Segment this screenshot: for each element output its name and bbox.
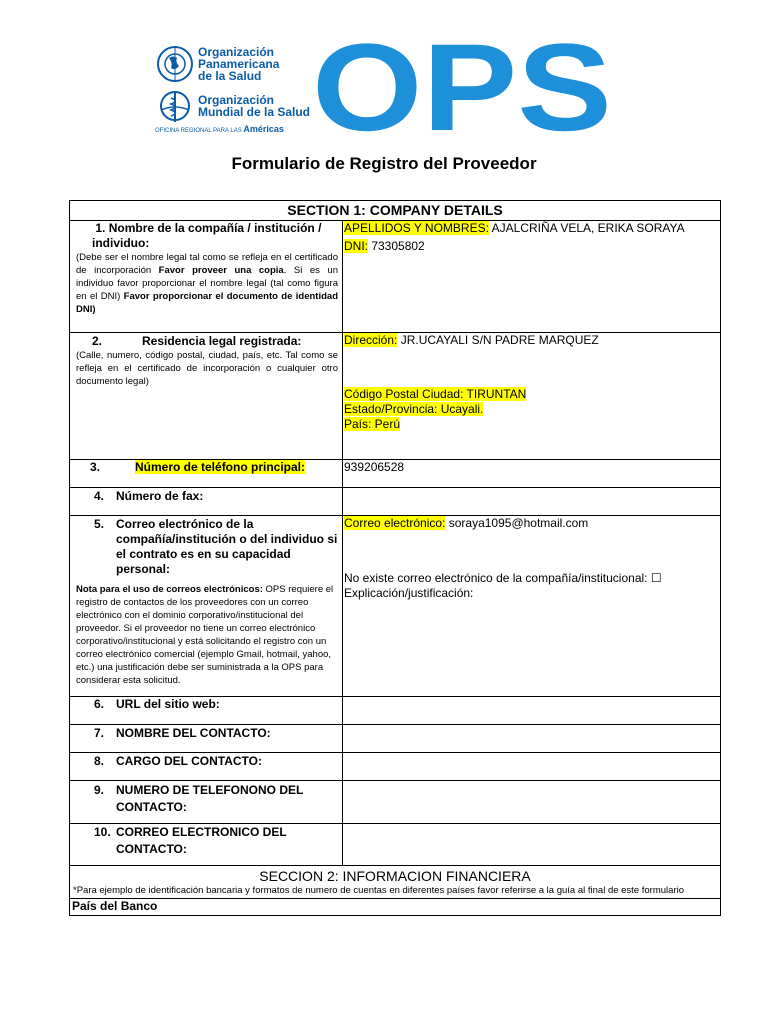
address-value: JR.UCAYALI S/N PADRE MARQUEZ <box>397 333 599 347</box>
dni-line <box>343 239 720 254</box>
residence-num: 2. <box>92 334 103 348</box>
residence-label <box>70 334 342 349</box>
contact-email-value-cell[interactable] <box>343 824 721 866</box>
main-phone-label <box>70 460 342 475</box>
website-text: URL del sitio web: <box>116 697 220 711</box>
fax-text: Número de fax: <box>116 489 204 503</box>
note-part-c: . Si es un individuo favor proporcionar el nombre legal (tal como figura en el DNI) <box>76 265 338 302</box>
bank-country-cell[interactable] <box>70 899 721 916</box>
regional-office-label <box>155 124 284 134</box>
note-part-b: Favor proveer una copia <box>158 265 284 276</box>
state-line <box>343 402 720 417</box>
form-row-fax <box>70 488 721 516</box>
who-logo-row <box>155 86 315 126</box>
main-phone-text: Número de teléfono principal: <box>135 460 306 474</box>
country-line <box>343 417 720 432</box>
section2-note: *Para ejemplo de identificación bancaria y formatos de numero de cuentas en diferentes países favor referirse a la guía al final de este formulario <box>73 885 684 896</box>
paho-line-3: de la Salud <box>198 69 262 83</box>
main-phone-label-cell <box>70 460 343 488</box>
dni-label: DNI: <box>344 239 368 253</box>
contact-title-text: CARGO DEL CONTACTO: <box>116 754 262 768</box>
email-value-cell[interactable] <box>343 516 721 697</box>
page-title: Formulario de Registro del Proveedor <box>231 154 537 173</box>
form-row-contact-title <box>70 753 721 781</box>
fax-num: 4. <box>94 489 105 503</box>
postal-city-text: Código Postal Ciudad: TIRUNTAN <box>344 387 527 401</box>
residence-label-cell <box>70 333 343 460</box>
country-text: País: Perú <box>344 417 401 431</box>
full-name-line <box>343 221 720 236</box>
note-part-d: Favor proporcionar el documento de identidad DNI) <box>76 291 339 315</box>
company-name-num: 1. <box>95 221 106 235</box>
contact-name-text: NOMBRE DEL CONTACTO: <box>116 726 271 740</box>
address-label: Dirección: <box>344 333 398 347</box>
email-field-value: soraya1095@hotmail.com <box>445 516 589 530</box>
paho-logo-row <box>155 44 315 84</box>
form-row-main-phone <box>70 460 721 488</box>
main-phone-num: 3. <box>90 460 101 474</box>
paho-emblem-icon <box>155 44 195 84</box>
website-num: 6. <box>94 697 105 711</box>
company-name-note <box>70 251 342 316</box>
paho-line-1: Organización <box>198 45 275 59</box>
residence-note: (Calle, numero, código postal, ciudad, país, etc. Tal como se refleja en el certificado de incorporación o cualquier otro documento legal) <box>76 350 338 387</box>
fax-label-cell <box>70 488 343 516</box>
email-label-cell <box>70 516 343 697</box>
company-name-label-cell <box>70 221 343 333</box>
contact-email-num: 10. <box>94 825 111 839</box>
note-part-a: (Debe ser el nombre legal tal como se refleja en el certificado de incorporación <box>76 252 338 276</box>
contact-name-value-cell[interactable] <box>343 725 721 753</box>
justification-line: Explicación/justificación: <box>344 586 474 600</box>
form-row-company-name <box>70 221 721 333</box>
main-phone-value: 939206528 <box>344 460 405 474</box>
website-label-cell <box>70 697 343 725</box>
company-name-label <box>70 221 342 251</box>
ops-oms-logo <box>155 44 315 136</box>
section2-heading-cell <box>70 866 721 899</box>
regional-small-text: OFICINA REGIONAL PARA LAS <box>155 128 242 134</box>
contact-title-num: 8. <box>94 754 105 768</box>
who-name <box>198 94 310 118</box>
section2-heading-row <box>70 866 721 899</box>
email-num: 5. <box>94 517 105 531</box>
contact-name-label <box>70 725 342 741</box>
who-emblem-icon <box>155 86 195 126</box>
form-row-legal-residence <box>70 333 721 460</box>
contact-title-label-cell <box>70 753 343 781</box>
email-note <box>70 583 342 687</box>
website-label <box>70 697 342 712</box>
contact-name-label-cell <box>70 725 343 753</box>
section1-heading: SECTION 1: COMPANY DETAILS <box>70 201 721 221</box>
no-institutional-email-line[interactable]: No existe correo electrónico de la compañía/institucional: ☐ <box>344 571 662 585</box>
residence-value-cell[interactable] <box>343 333 721 460</box>
contact-title-value-cell[interactable] <box>343 753 721 781</box>
form-row-contact-phone <box>70 781 721 824</box>
contact-email-label-cell <box>70 824 343 866</box>
email-label <box>70 516 342 577</box>
ops-wordmark-logo <box>312 34 612 136</box>
paho-line-2: Panamericana <box>198 57 280 71</box>
full-name-value: AJALCRIÑA VELA, ERIKA SORAYA <box>488 221 685 235</box>
regional-big-text: Américas <box>243 124 284 134</box>
section2-heading: SECCION 2: INFORMACION FINANCIERA <box>259 868 531 884</box>
contact-phone-num: 9. <box>94 783 105 797</box>
supplier-form-table <box>69 200 721 916</box>
contact-phone-value-cell[interactable] <box>343 781 721 824</box>
full-name-label: APELLIDOS Y NOMBRES: <box>344 221 489 235</box>
postal-city-line <box>343 387 720 402</box>
form-row-email <box>70 516 721 697</box>
email-note-bold: Nota para el uso de correos electrónicos: <box>76 584 263 595</box>
contact-phone-text: NUMERO DE TELEFONONO DEL CONTACTO: <box>116 783 304 814</box>
who-line-1: Organización <box>198 93 275 107</box>
residence-text: Residencia legal registrada: <box>142 334 302 348</box>
bank-country-label: País del Banco <box>72 899 158 913</box>
dni-value: 73305802 <box>368 239 425 253</box>
website-value-cell[interactable] <box>343 697 721 725</box>
who-line-2: Mundial de la Salud <box>198 105 311 119</box>
company-name-text: Nombre de la compañía / institución / individuo: <box>92 221 322 250</box>
ops-wordmark-text: OPS <box>312 34 612 136</box>
contact-phone-label <box>70 781 342 816</box>
form-row-website <box>70 697 721 725</box>
contact-phone-label-cell <box>70 781 343 824</box>
contact-email-text: CORREO ELECTRONICO DEL CONTACTO: <box>116 825 287 856</box>
main-phone-value-cell[interactable] <box>343 460 721 488</box>
form-row-contact-name <box>70 725 721 753</box>
contact-title-label <box>70 753 342 769</box>
contact-name-num: 7. <box>94 726 105 740</box>
email-text: Correo electrónico de la compañía/institución o del individuo si el contrato es en su capacidad personal: <box>116 517 338 576</box>
email-line <box>343 516 720 531</box>
fax-label <box>70 488 342 504</box>
form-row-contact-email <box>70 824 721 866</box>
state-text: Estado/Provincia: Ucayali. <box>344 402 484 416</box>
contact-email-label <box>70 824 342 858</box>
company-name-value-cell[interactable] <box>343 221 721 333</box>
email-note-text: OPS requiere el registro de contactos de los proveedores con un correo electrónico con el dominio corporativo/institucional del proveedor. Si el proveedor no tiene un correo electrónico corporativo/institucional y está solicitando el registro con un correo electrónico comercial (ejemplo Gmail, hotmail, yahoo, etc.) una justificación debe ser suministrada a la OPS para considerar esta solicitud. <box>76 584 334 686</box>
email-field-label: Correo electrónico: <box>344 516 446 530</box>
fax-value-cell[interactable] <box>343 488 721 516</box>
address-line <box>343 333 720 348</box>
section1-heading-row <box>70 201 721 221</box>
form-row-bank-country <box>70 899 721 916</box>
paho-name <box>198 46 279 82</box>
